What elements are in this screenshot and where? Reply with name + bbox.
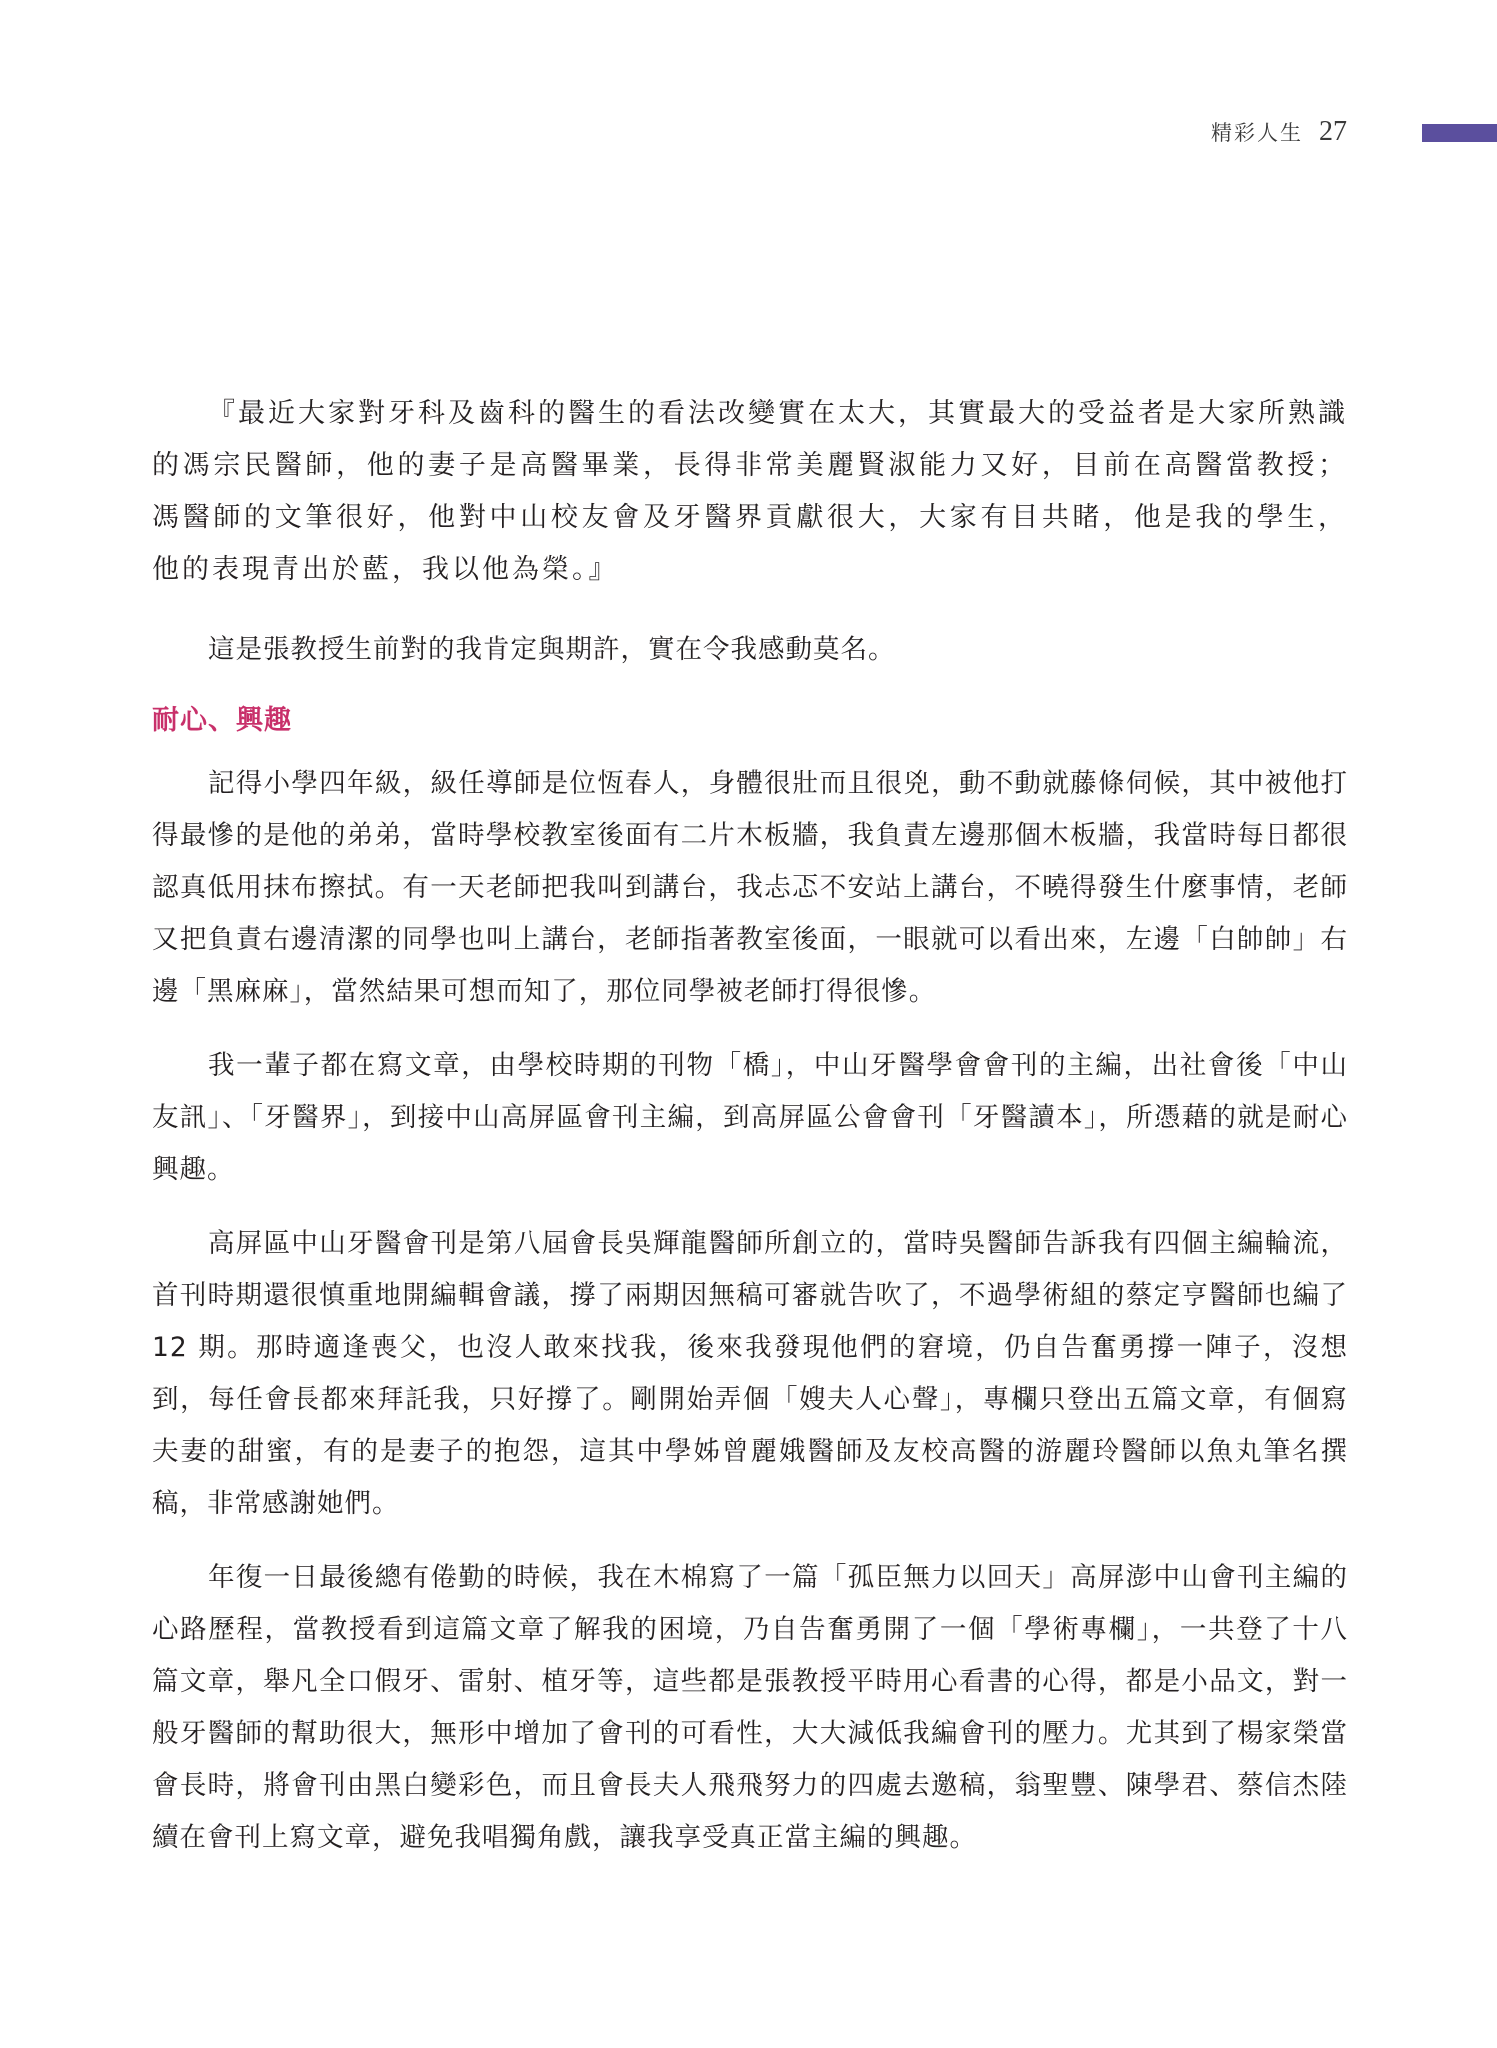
paragraph-2: 記得小學四年級，級任導師是位恆春人，身體很壯而且很兇，動不動就藤條伺候，其中被他打得最慘的是他的弟弟，當時學校教室後面有二片木板牆，我負責左邊那個木板牆，我當時每日都很認真低用抹布擦拭。有一天老師把我叫到講台，我忐忑不安站上講台，不曉得發生什麼事情，老師又把負責右邊清潔的同學也叫上講台，老師指著教室後面，一眼就可以看出來，左邊「白帥帥」右邊「黑麻麻」，當然結果可想而知了，那位同學被老師打得很慘。 [152, 768, 1348, 1007]
running-header [1211, 116, 1347, 148]
quoted-passage: 『最近大家對牙科及齒科的醫生的看法改變實在太大，其實最大的受益者是大家所熟識的馮宗民醫師，他的妻子是高醫畢業，長得非常美麗賢淑能力又好，目前在高醫當教授；馮醫師的文筆很好，他對中山校友會及牙醫界貢獻很大，大家有目共睹，他是我的學生，他的表現青出於藍，我以他為榮。』 [152, 398, 1348, 585]
paragraph-1: 這是張教授生前對的我肯定與期許，實在令我感動莫名。 [208, 634, 896, 665]
paragraph-5: 年復一日最後總有倦勤的時候，我在木棉寫了一篇「孤臣無力以回天」高屏澎中山會刊主編的心路歷程，當教授看到這篇文章了解我的困境，乃自告奮勇開了一個「學術專欄」，一共登了十八篇文章，舉凡全口假牙、雷射、植牙等，這些都是張教授平時用心看書的心得，都是小品文，對一般牙醫師的幫助很大，無形中增加了會刊的可看性，大大減低我編會刊的壓力。尤其到了楊家榮當會長時，將會刊由黑白變彩色，而且會長夫人飛飛努力的四處去邀稿，翁聖豐、陳學君、蔡信杰陸續在會刊上寫文章，避免我唱獨角戲，讓我享受真正當主編的興趣。 [152, 1562, 1348, 1853]
accent-bar [1422, 124, 1497, 142]
section-name: 精彩人生 [1211, 121, 1303, 145]
section-heading: 耐心、興趣 [152, 705, 292, 736]
page-body [152, 388, 1348, 1886]
paragraph-3: 我一輩子都在寫文章，由學校時期的刊物「橋」，中山牙醫學會會刊的主編，出社會後「中山友訊」、「牙醫界」，到接中山高屏區會刊主編，到高屏區公會會刊「牙醫讀本」，所憑藉的就是耐心興趣。 [152, 1050, 1348, 1185]
paragraph-4: 高屏區中山牙醫會刊是第八屆會長吳輝龍醫師所創立的，當時吳醫師告訴我有四個主編輪流，首刊時期還很慎重地開編輯會議，撐了兩期因無稿可審就告吹了，不過學術組的蔡定亨醫師也編了 12 期。那時適逢喪父，也沒人敢來找我，後來我發現他們的窘境，仍自告奮勇撐一陣子，沒想到，每任會長都來拜託我，只好撐了。剛開始弄個「嫂夫人心聲」，專欄只登出五篇文章，有個寫夫妻的甜蜜，有的是妻子的抱怨，這其中學姊曾麗娥醫師及友校高醫的游麗玲醫師以魚丸筆名撰稿，非常感謝她們。 [152, 1228, 1348, 1519]
page-number: 27 [1319, 116, 1347, 147]
